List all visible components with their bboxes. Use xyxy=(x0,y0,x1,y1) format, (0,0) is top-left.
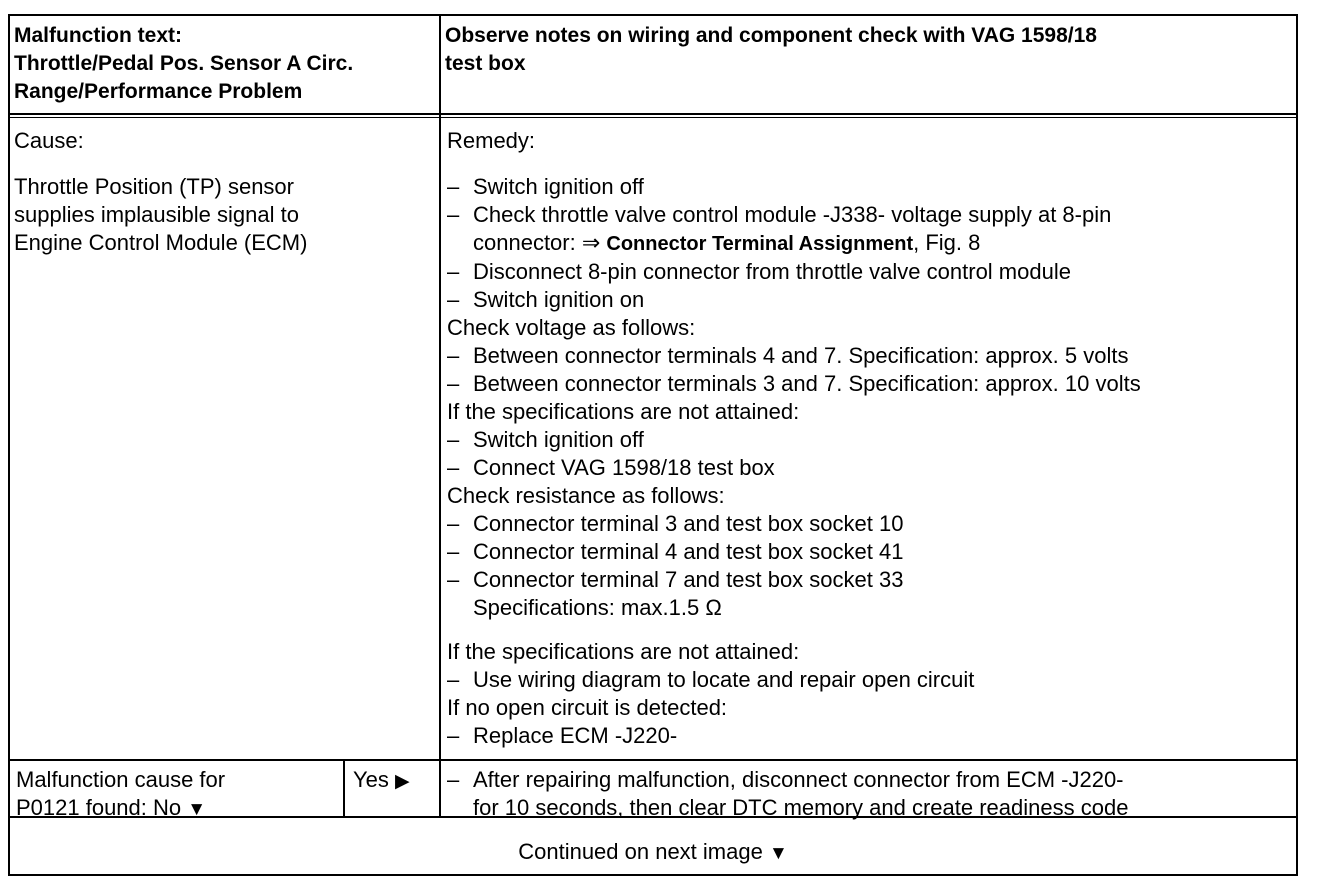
malfunction-label: Malfunction text: xyxy=(14,24,182,47)
voltage-intro: Check voltage as follows: xyxy=(447,315,696,340)
yes-label: Yes xyxy=(353,767,389,792)
after-repair-step: – After repairing malfunction, disconnect connector from ECM -J220- xyxy=(447,767,1124,792)
voltage-check: – Between connector terminals 4 and 7. Specification: approx. 5 volts xyxy=(447,343,1129,368)
not-attained-note: If the specifications are not attained: xyxy=(447,399,800,424)
no-open-circuit-note: If no open circuit is detected: xyxy=(447,695,728,720)
observe-notes-line2: test box xyxy=(445,52,526,75)
yes-column-divider xyxy=(343,759,345,816)
not-attained-note: If the specifications are not attained: xyxy=(447,639,800,664)
remedy-step: – Switch ignition off xyxy=(447,174,644,199)
continued-cell xyxy=(10,838,1296,868)
resistance-check: – Connector terminal 3 and test box socket 10 xyxy=(447,511,904,536)
right-arrow-icon: ▶ xyxy=(395,771,410,792)
malfunction-description-cont: Range/Performance Problem xyxy=(14,80,303,103)
connector-terminal-assignment-link[interactable]: Connector Terminal Assignment xyxy=(606,233,914,255)
cause-found-line2: P0121 found: No xyxy=(16,795,182,820)
column-divider xyxy=(439,16,441,816)
observe-notes-line1: Observe notes on wiring and component check with VAG 1598/18 xyxy=(445,24,1097,47)
remedy-cell xyxy=(447,127,1292,750)
resistance-check: – Connector terminal 7 and test box socket 33 xyxy=(447,567,904,592)
remedy-step: – Use wiring diagram to locate and repair open circuit xyxy=(447,667,975,692)
header-divider xyxy=(10,113,1296,115)
remedy-step: – Check throttle valve control module -J338- voltage supply at 8-pin xyxy=(447,202,1112,227)
cause-heading: Cause: xyxy=(14,128,84,153)
cause-line: Throttle Position (TP) sensor xyxy=(14,174,294,199)
resistance-check: – Connector terminal 4 and test box socket 41 xyxy=(447,539,904,564)
cause-line: Engine Control Module (ECM) xyxy=(14,230,308,255)
remedy-step: – Disconnect 8-pin connector from throttle valve control module xyxy=(447,259,1071,284)
remedy-step: – Connect VAG 1598/18 test box xyxy=(447,455,775,480)
resistance-specification: Specifications: max.1.5 Ω xyxy=(473,595,722,620)
remedy-step: – Switch ignition on xyxy=(447,287,645,312)
malfunction-description: Throttle/Pedal Pos. Sensor A Circ. xyxy=(14,52,354,75)
resistance-intro: Check resistance as follows: xyxy=(447,483,725,508)
after-repair-step-continuation: for 10 seconds, then clear DTC memory and create readiness code xyxy=(473,795,1129,820)
cause-cell xyxy=(14,127,434,257)
voltage-check: – Between connector terminals 3 and 7. Specification: approx. 10 volts xyxy=(447,371,1141,396)
cause-line: supplies implausible signal to xyxy=(14,202,299,227)
continued-label: Continued on next image xyxy=(518,839,763,864)
procedure-table xyxy=(8,14,1298,876)
remedy-heading: Remedy: xyxy=(447,128,536,153)
remedy-step: – Replace ECM -J220- xyxy=(447,723,678,748)
cause-found-cell xyxy=(16,766,341,824)
header-divider-inner xyxy=(10,117,1296,118)
observe-notes-cell xyxy=(445,22,1290,78)
cause-found-line1: Malfunction cause for xyxy=(16,767,226,792)
down-arrow-icon: ▼ xyxy=(768,843,788,864)
footer-divider xyxy=(10,759,1296,761)
remedy-step-continuation: connector: ⇒ Connector Terminal Assignment, Fig. 8 xyxy=(473,230,981,255)
remedy-step: – Switch ignition off xyxy=(447,427,644,452)
after-repair-cell xyxy=(447,766,1292,822)
down-arrow-icon: ▼ xyxy=(187,799,207,820)
malfunction-text-cell xyxy=(14,22,434,106)
yes-cell xyxy=(353,766,437,796)
